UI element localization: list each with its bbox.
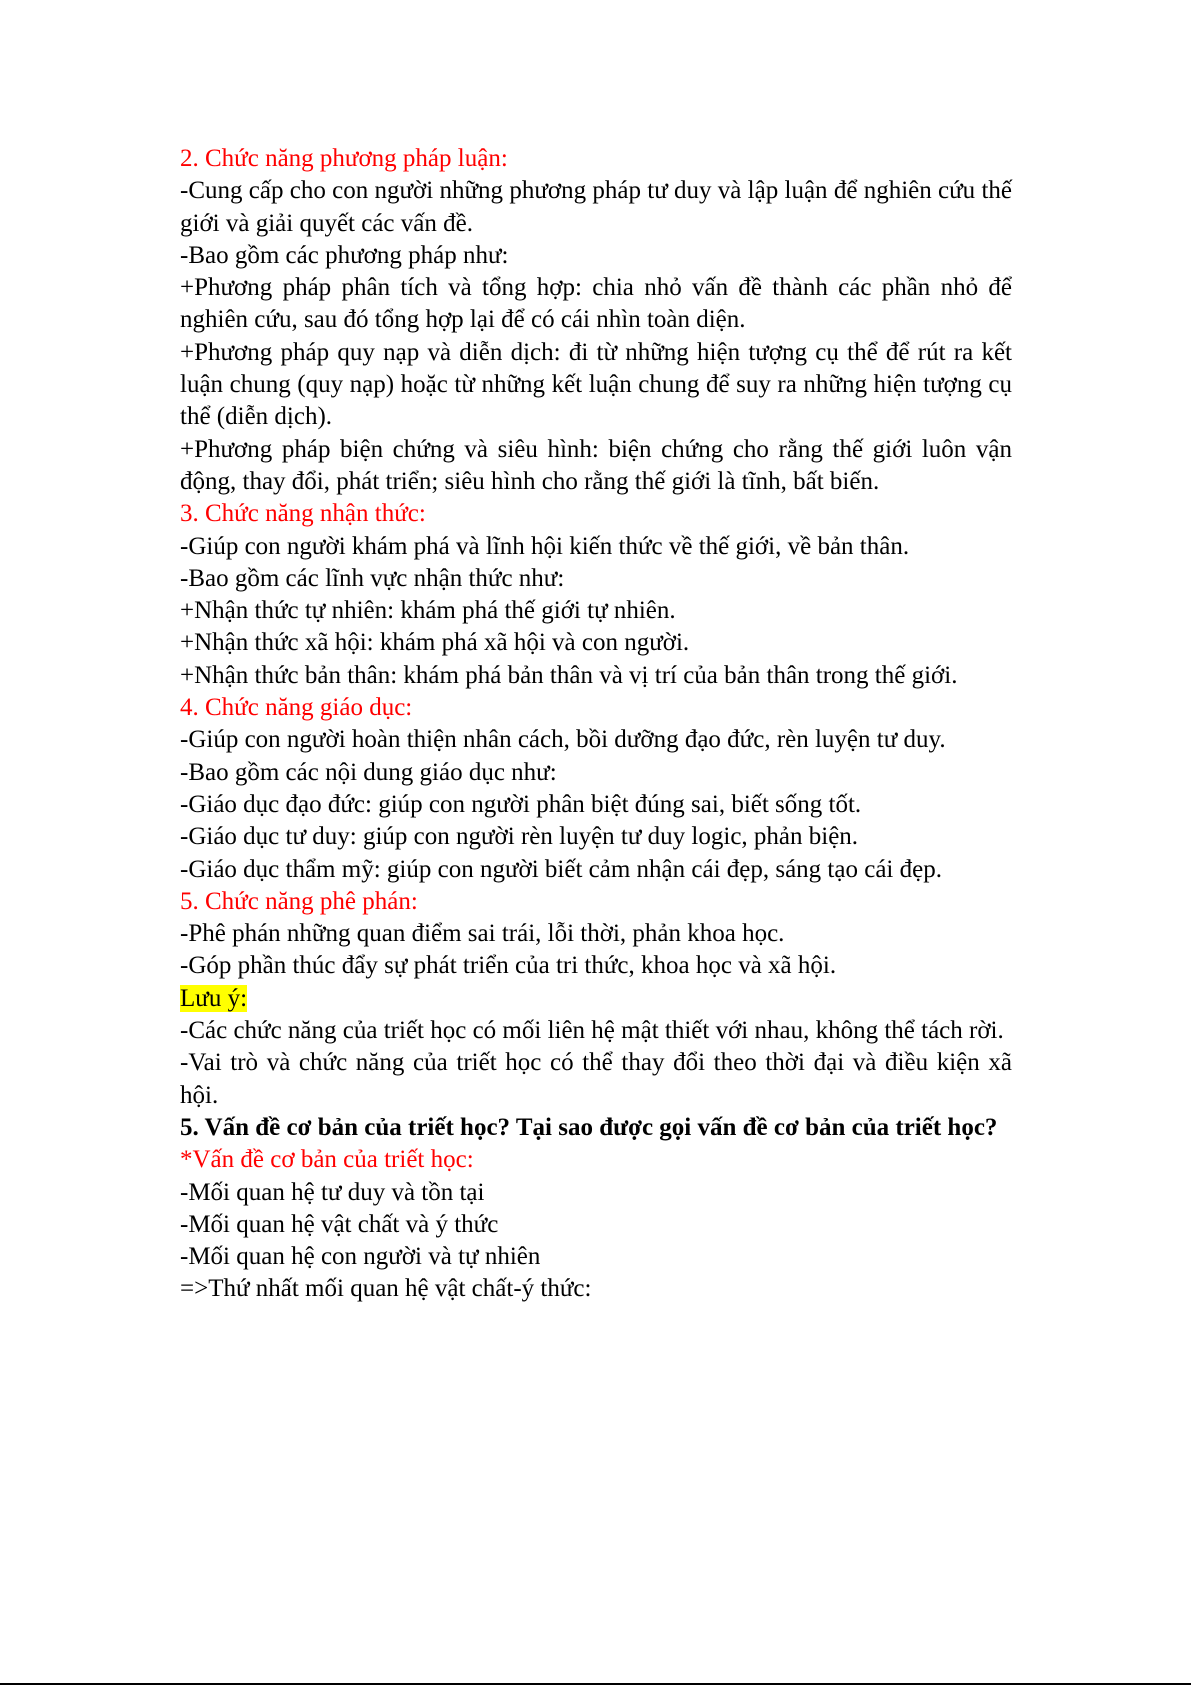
section-3-paragraph: -Giúp con người khám phá và lĩnh hội kiến thức về thế giới, về bản thân. bbox=[180, 532, 910, 560]
question-5-heading: 5. Vấn đề cơ bản của triết học? Tại sao được gọi vấn đề cơ bản của triết học? bbox=[180, 1113, 998, 1141]
question-5-paragraph: -Mối quan hệ vật chất và ý thức bbox=[180, 1210, 499, 1238]
section-2-paragraph: -Bao gồm các phương pháp như: bbox=[180, 241, 509, 269]
section-3-paragraph: +Nhận thức bản thân: khám phá bản thân và vị trí của bản thân trong thế giới. bbox=[180, 661, 958, 689]
section-2-paragraph: +Phương pháp quy nạp và diễn dịch: đi từ những hiện tượng cụ thể để rút ra kết luận chung (quy nạp) hoặc từ những kết luận chung để suy ra những hiện tượng cụ thể (diễn dịch). bbox=[180, 338, 1012, 431]
section-3-paragraph: -Bao gồm các lĩnh vực nhận thức như: bbox=[180, 564, 565, 592]
section-2-paragraph: +Phương pháp phân tích và tổng hợp: chia nhỏ vấn đề thành các phần nhỏ để nghiên cứu, sau đó tổng hợp lại để có cái nhìn toàn diện. bbox=[180, 274, 1012, 334]
section-4-paragraph: -Bao gồm các nội dung giáo dục như: bbox=[180, 758, 557, 786]
section-5-heading: 5. Chức năng phê phán: bbox=[180, 887, 418, 915]
section-4-paragraph: -Giúp con người hoàn thiện nhân cách, bồi dưỡng đạo đức, rèn luyện tư duy. bbox=[180, 726, 946, 754]
section-3-paragraph: +Nhận thức tự nhiên: khám phá thế giới tự nhiên. bbox=[180, 597, 676, 625]
section-4-paragraph: -Giáo dục thẩm mỹ: giúp con người biết cảm nhận cái đẹp, sáng tạo cái đẹp. bbox=[180, 855, 942, 883]
section-5-paragraph: -Phê phán những quan điểm sai trái, lỗi thời, phản khoa học. bbox=[180, 920, 785, 948]
section-2-heading: 2. Chức năng phương pháp luận: bbox=[180, 145, 508, 172]
question-5-subheading: *Vấn đề cơ bản của triết học: bbox=[180, 1146, 474, 1174]
question-5-paragraph: -Mối quan hệ con người và tự nhiên bbox=[180, 1243, 541, 1271]
question-5-paragraph: -Mối quan hệ tư duy và tồn tại bbox=[180, 1178, 485, 1206]
section-3-paragraph: +Nhận thức xã hội: khám phá xã hội và con người. bbox=[180, 629, 690, 657]
note-paragraph: -Vai trò và chức năng của triết học có thể thay đổi theo thời đại và điều kiện xã hội. bbox=[180, 1049, 1012, 1109]
section-2-paragraph: +Phương pháp biện chứng và siêu hình: biện chứng cho rằng thế giới luôn vận động, thay đổi, phát triển; siêu hình cho rằng thế giới là tĩnh, bất biến. bbox=[180, 435, 1012, 495]
section-5-paragraph: -Góp phần thúc đẩy sự phát triển của tri thức, khoa học và xã hội. bbox=[180, 952, 837, 980]
section-4-paragraph: -Giáo dục tư duy: giúp con người rèn luyện tư duy logic, phản biện. bbox=[180, 823, 859, 851]
note-paragraph: -Các chức năng của triết học có mối liên hệ mật thiết với nhau, không thể tách rời. bbox=[180, 1017, 1004, 1045]
document-page bbox=[180, 143, 1012, 1306]
note-label: Lưu ý: bbox=[180, 984, 248, 1012]
section-2-paragraph: -Cung cấp cho con người những phương pháp tư duy và lập luận để nghiên cứu thế giới và giải quyết các vấn đề. bbox=[180, 177, 1012, 237]
section-3-heading: 3. Chức năng nhận thức: bbox=[180, 500, 426, 528]
section-4-heading: 4. Chức năng giáo dục: bbox=[180, 694, 413, 722]
question-5-paragraph: =>Thứ nhất mối quan hệ vật chất-ý thức: bbox=[180, 1275, 592, 1303]
note-line bbox=[180, 983, 1012, 1015]
section-4-paragraph: -Giáo dục đạo đức: giúp con người phân biệt đúng sai, biết sống tốt. bbox=[180, 790, 862, 818]
